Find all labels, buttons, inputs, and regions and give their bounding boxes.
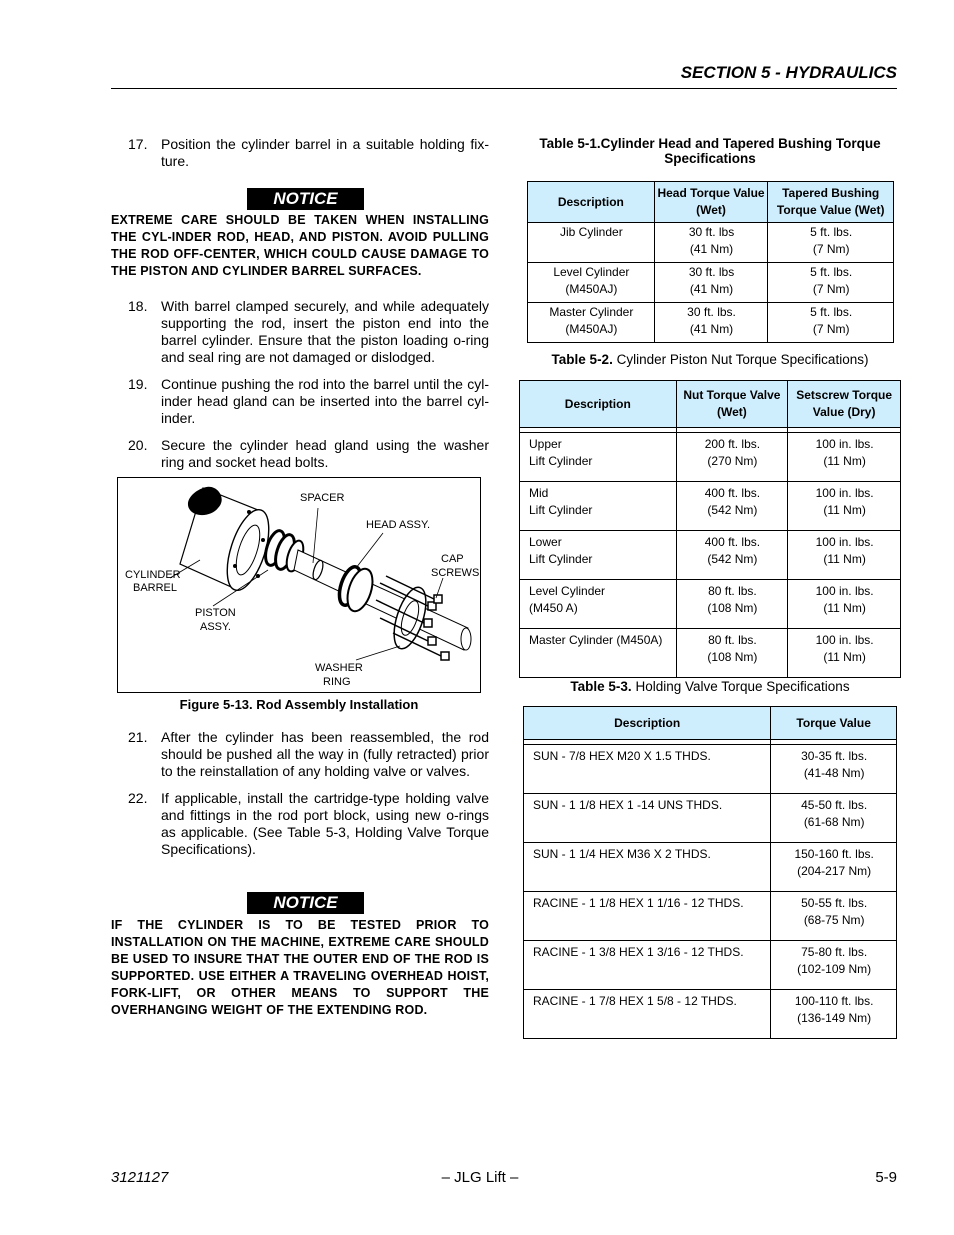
cell-line: Level Cylinder: [529, 584, 606, 598]
table-row: [524, 843, 897, 892]
cell-line: 45-50 ft. lbs.: [801, 798, 868, 812]
header-line: Torque Value (Wet): [776, 203, 885, 217]
table-cell: [528, 263, 655, 303]
cell-line: (542 Nm): [707, 503, 758, 517]
step-number: 20.: [128, 437, 148, 453]
table-cell: [524, 941, 771, 990]
cell-line: Lift Cylinder: [529, 503, 593, 517]
step-number: 22.: [128, 790, 148, 806]
step-17: [111, 136, 489, 170]
table-cell: [768, 223, 894, 263]
table-cell: [788, 482, 901, 531]
step-number: 21.: [128, 729, 148, 745]
cell-line: (270 Nm): [707, 454, 758, 468]
step-19: [111, 376, 489, 428]
header-line: Description: [614, 715, 681, 730]
cell-line: 30 ft. lbs: [688, 225, 735, 239]
label-ring: RING: [323, 676, 351, 688]
page-number: 5-9: [875, 1169, 897, 1186]
cell-line: (108 Nm): [707, 601, 758, 615]
step-text: Position the cylinder barrel in a suitable holding fix-ture.: [161, 136, 489, 169]
step-text: Secure the cylinder head gland using the washer ring and socket head bolts.: [161, 437, 489, 470]
cell-line: 30 ft. lbs: [688, 265, 735, 279]
table-5-2-caption: [519, 352, 901, 367]
table-row: [524, 892, 897, 941]
table-row: [524, 941, 897, 990]
caption-line: Table 5-1.Cylinder Head and Tapered Bushing Torque: [539, 136, 881, 151]
table-cell: [788, 629, 901, 678]
cell-line: RACINE - 1 3/8 HEX 1 3/16 - 12 THDS.: [533, 945, 744, 959]
cell-line: (61-68 Nm): [803, 815, 865, 829]
cell-line: (7 Nm): [812, 242, 850, 256]
step-number: 18.: [128, 298, 148, 314]
header-line: Head Torque Value: [657, 186, 765, 200]
cell-line: 100 in. lbs.: [815, 633, 874, 647]
step-text: Continue pushing the rod into the barrel until the cyl-inder head gland can be inserted into the barrel cyl-inder.: [161, 376, 489, 426]
cell-line: 100-110 ft. lbs.: [794, 994, 874, 1008]
cell-line: 400 ft. lbs.: [704, 486, 761, 500]
cell-line: 30-35 ft. lbs.: [801, 749, 868, 763]
table-cell: [676, 580, 788, 629]
cell-line: 200 ft. lbs.: [704, 437, 761, 451]
cell-line: (542 Nm): [707, 552, 758, 566]
table-cell: [524, 843, 771, 892]
table-row: [520, 433, 901, 482]
table-cell: [768, 263, 894, 303]
cell-line: (M450AJ): [565, 282, 618, 296]
table-cell: [771, 990, 897, 1039]
step-number: 19.: [128, 376, 148, 392]
table-cell: [528, 223, 655, 263]
table-5-2: [519, 380, 901, 678]
caption-label: Table 5-3.: [570, 679, 632, 694]
table-cell: [676, 629, 788, 678]
cell-line: (41-48 Nm): [803, 766, 865, 780]
label-screws: SCREWS: [431, 567, 480, 579]
step-number: 17.: [128, 136, 148, 152]
table-cell: [788, 531, 901, 580]
label-barrel: BARREL: [133, 582, 178, 594]
cell-line: (11 Nm): [823, 503, 866, 517]
table-row: [520, 531, 901, 580]
cell-line: (68-75 Nm): [803, 913, 865, 927]
cell-line: Lower: [529, 535, 562, 549]
label-piston: PISTON: [195, 607, 236, 619]
header-line: Description: [564, 396, 631, 411]
label-spacer: SPACER: [300, 492, 345, 504]
cell-line: RACINE - 1 7/8 HEX 1 5/8 - 12 THDS.: [533, 994, 737, 1008]
cell-line: (204-217 Nm): [797, 864, 872, 878]
header-line: Value (Dry): [812, 405, 876, 419]
figure-caption: Figure 5-13. Rod Assembly Installation: [179, 697, 419, 712]
table-cell: [654, 263, 768, 303]
cell-line: SUN - 1 1/8 HEX 1 -14 UNS THDS.: [533, 798, 723, 812]
table-cell: [524, 794, 771, 843]
table-cell: [520, 629, 677, 678]
table-row: [524, 794, 897, 843]
table-row: [528, 303, 894, 343]
label-cylinder: CYLINDER: [125, 569, 181, 581]
header-line: Torque Value: [796, 715, 871, 730]
cell-line: Upper: [529, 437, 562, 451]
notice-text: IF THE CYLINDER IS TO BE TESTED PRIOR TO INSTALLATION ON THE MACHINE, EXTREME CARE SHOULD BE USED TO INSURE THAT THE OUTER END OF THE ROD IS SUPPORTED. USE EITHER A TRAVELING OVERHEAD HOIST, FORK-LIFT, OR OTHER MEANS TO SUPPORT THE OVERHANGING WEIGHT OF THE EXTENDING ROD.: [111, 918, 489, 1017]
cell-line: 80 ft. lbs.: [708, 584, 757, 598]
table-cell: [654, 303, 768, 343]
notice-badge: NOTICE: [247, 892, 364, 914]
step-text: After the cylinder has been reassembled, the rod should be pushed all the way in (fully retracted) prior to the reinstallation of any holding valve or valves.: [161, 729, 489, 779]
cell-line: SUN - 7/8 HEX M20 X 1.5 THDS.: [533, 749, 711, 763]
caption-text: Cylinder Piston Nut Torque Specifications): [612, 352, 869, 367]
cell-line: (136-149 Nm): [797, 1011, 872, 1025]
table-row: [528, 223, 894, 263]
cell-line: (7 Nm): [812, 282, 850, 296]
cell-line: 5 ft. lbs.: [810, 225, 853, 239]
step-20: [111, 437, 489, 471]
table-cell: [788, 433, 901, 482]
cell-line: 75-80 ft. lbs.: [801, 945, 868, 959]
column-header: [520, 381, 677, 428]
step-text: If applicable, install the cartridge-type holding valve and fittings in the rod port block, using new o-rings as applicable. (See Table 5-3, Holding Valve Torque Specifications).: [161, 790, 489, 857]
step-text: With barrel clamped securely, and while adequately supporting the rod, insert the piston end into the barrel cylinder. Ensure that the piston loading o-ring and seal ring are not damaged or dislodged.: [161, 298, 489, 365]
cell-line: 30 ft. lbs.: [687, 305, 736, 319]
doc-number: 3121127: [111, 1169, 169, 1186]
table-cell: [524, 745, 771, 794]
header-line: (Wet): [717, 405, 747, 419]
table-cell: [771, 843, 897, 892]
column-header: [676, 381, 788, 428]
table-5-3: [523, 706, 897, 1039]
cell-line: (41 Nm): [689, 242, 734, 256]
table-cell: [520, 433, 677, 482]
cell-line: 100 in. lbs.: [815, 437, 874, 451]
table-cell: [654, 223, 768, 263]
table-cell: [788, 580, 901, 629]
cell-line: Lift Cylinder: [529, 454, 593, 468]
cell-line: RACINE - 1 1/8 HEX 1 1/16 - 12 THDS.: [533, 896, 744, 910]
table-cell: [520, 531, 677, 580]
table-cell: [771, 892, 897, 941]
header-line: Setscrew Torque: [796, 388, 893, 402]
cell-line: 5 ft. lbs.: [810, 305, 853, 319]
cell-line: (41 Nm): [689, 322, 734, 336]
table-cell: [676, 482, 788, 531]
table-cell: [520, 482, 677, 531]
cell-line: (7 Nm): [812, 322, 850, 336]
table-cell: [771, 745, 897, 794]
step-18: [111, 298, 489, 368]
cell-line: 5 ft. lbs.: [810, 265, 853, 279]
table-cell: [768, 303, 894, 343]
table-row: [528, 263, 894, 303]
column-header: [768, 182, 894, 223]
table-header-row: [524, 707, 897, 740]
caption-text: Holding Valve Torque Specifications: [631, 679, 850, 694]
cell-line: Level Cylinder: [553, 265, 630, 279]
header-rule: [111, 88, 897, 89]
table-cell: [520, 580, 677, 629]
table-row: [520, 629, 901, 678]
caption-label: Table 5-2.: [551, 352, 613, 367]
table-row: [520, 580, 901, 629]
header-line: Tapered Bushing: [782, 186, 880, 200]
label-head-assy: HEAD ASSY.: [366, 519, 430, 531]
label-assy: ASSY.: [200, 621, 231, 633]
cell-line: 50-55 ft. lbs.: [801, 896, 868, 910]
column-header: [528, 182, 655, 223]
column-header: [788, 381, 901, 428]
table-5-1: [527, 181, 894, 343]
column-header: [524, 707, 771, 740]
cell-line: (108 Nm): [707, 650, 758, 664]
table-row: [524, 990, 897, 1039]
step-21: [111, 729, 489, 781]
cell-line: 100 in. lbs.: [815, 535, 874, 549]
cell-line: (M450 A): [529, 601, 578, 615]
cell-line: (M450AJ): [565, 322, 618, 336]
cell-line: Lift Cylinder: [529, 552, 593, 566]
footer-brand: – JLG Lift –: [441, 1169, 519, 1186]
cell-line: (11 Nm): [823, 601, 866, 615]
section-title: SECTION 5 - HYDRAULICS: [680, 63, 897, 82]
cell-line: (11 Nm): [823, 650, 866, 664]
table-5-3-caption: [523, 679, 897, 694]
table-header-row: [528, 182, 894, 223]
cell-line: (11 Nm): [823, 454, 866, 468]
table-cell: [524, 990, 771, 1039]
rod-assembly-illustration: [118, 478, 480, 692]
cell-line: 100 in. lbs.: [815, 584, 874, 598]
header-line: Description: [557, 194, 624, 209]
caption-line: Specifications: [664, 151, 756, 166]
label-washer: WASHER: [315, 662, 363, 674]
cell-line: Jib Cylinder: [560, 225, 623, 239]
table-cell: [676, 433, 788, 482]
cell-line: (11 Nm): [823, 552, 866, 566]
column-header: [771, 707, 897, 740]
table-5-1-caption: [527, 136, 893, 166]
table-cell: [771, 794, 897, 843]
cell-line: Master Cylinder (M450A): [529, 633, 663, 647]
step-22: [111, 790, 489, 860]
table-cell: [524, 892, 771, 941]
table-cell: [528, 303, 655, 343]
header-line: Nut Torque Valve: [683, 388, 781, 402]
header-line: (Wet): [696, 203, 726, 217]
notice-text: EXTREME CARE SHOULD BE TAKEN WHEN INSTALLING THE CYL-INDER ROD, HEAD, AND PISTON. AVOID PULLING THE ROD OFF-CENTER, WHICH COULD CAUSE DAMAGE TO THE PISTON AND CYLINDER BARREL SURFACES.: [111, 213, 489, 278]
notice-badge: NOTICE: [247, 188, 364, 210]
table-cell: [676, 531, 788, 580]
table-row: [524, 745, 897, 794]
table-header-row: [520, 381, 901, 428]
cell-line: 400 ft. lbs.: [704, 535, 761, 549]
label-cap: CAP: [441, 553, 464, 565]
cell-line: (41 Nm): [689, 282, 734, 296]
cell-line: 100 in. lbs.: [815, 486, 874, 500]
column-header: [654, 182, 768, 223]
cell-line: SUN - 1 1/4 HEX M36 X 2 THDS.: [533, 847, 711, 861]
cell-line: 80 ft. lbs.: [708, 633, 757, 647]
table-cell: [771, 941, 897, 990]
cell-line: Mid: [529, 486, 549, 500]
cell-line: Master Cylinder: [549, 305, 634, 319]
table-row: [520, 482, 901, 531]
rod-assembly-figure: [117, 477, 481, 693]
cell-line: 150-160 ft. lbs.: [794, 847, 874, 861]
cell-line: (102-109 Nm): [797, 962, 872, 976]
